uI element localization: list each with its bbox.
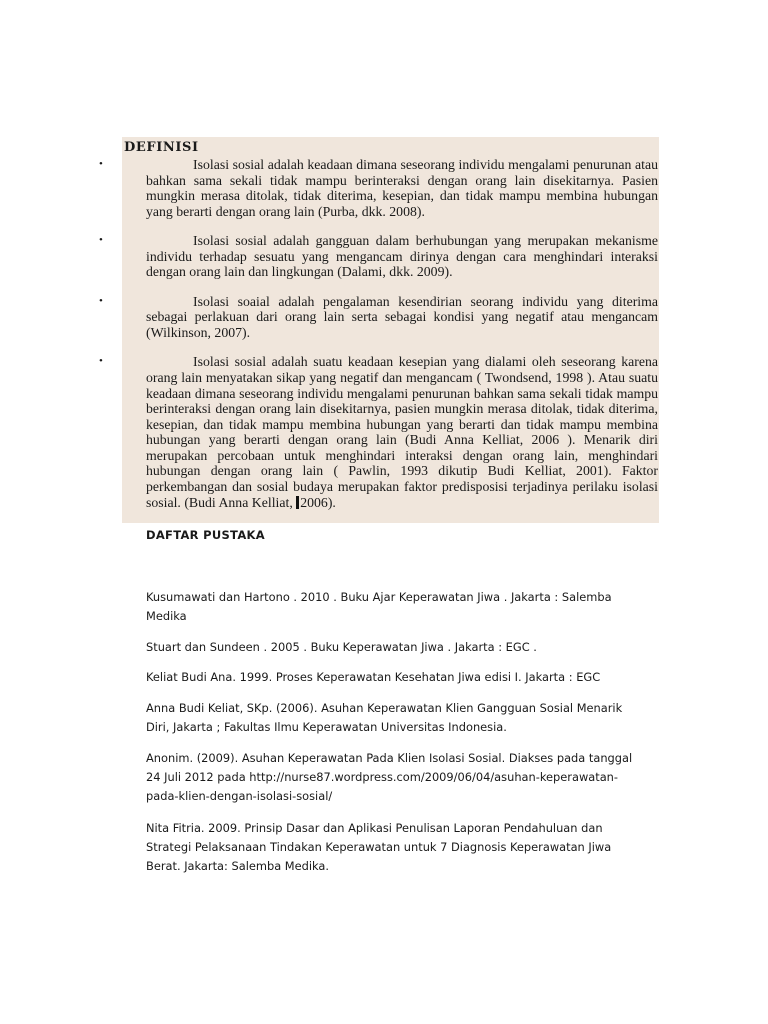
reference-item: Anonim. (2009). Asuhan Keperawatan Pada Klien Isolasi Sosial. Diakses pada tanggal 24 Juli 2012 pada http://nurse87.wordpress.com/2009/06/04/asuhan-keperawatan-pada-klien-dengan-isolasi-sosial/ <box>146 751 633 803</box>
definisi-item <box>99 293 658 341</box>
reference-item: Anna Budi Keliat, SKp. (2006). Asuhan Keperawatan Klien Gangguan Sosial Menarik Diri, Jakarta ; Fakultas Ilmu Keperawatan Universitas Indonesia. <box>146 701 623 734</box>
reference-item: Keliat Budi Ana. 1999. Proses Keperawatan Kesehatan Jiwa edisi I. Jakarta : EGC <box>146 670 601 684</box>
definisi-item-text: Isolasi sosial adalah gangguan dalam berhubungan yang merupakan mekanisme individu terhadap sesuatu yang mengancam dirinya dengan cara menghindari interaksi dengan orang lain dan lingkungan (Dalami, dkk. 2009). <box>146 233 658 280</box>
reference-item: Kusumawati dan Hartono . 2010 . Buku Ajar Keperawatan Jiwa . Jakarta : Salemba Medika <box>146 590 612 623</box>
definisi-item <box>99 233 658 280</box>
definisi-item-tail: 2006). <box>300 494 336 510</box>
text-cursor <box>296 496 299 509</box>
bullet-icon: • <box>99 158 103 170</box>
definisi-item-text: Isolasi sosial adalah keadaan dimana seseorang individu mengalami penurunan atau bahkan sama sekali tidak mampu berinteraksi dengan orang lain disekitarnya. Pasien mungkin merasa ditolak, tidak diterima, kesepian, dan tidak mampu membina hubungan yang berarti dengan orang lain (Purba, dkk. 2008). <box>146 157 658 219</box>
daftar-pustaka-heading: DAFTAR PUSTAKA <box>146 528 265 542</box>
definisi-heading: DEFINISI <box>124 140 199 155</box>
definisi-item-text: Isolasi soaial adalah pengalaman kesendirian seorang individu yang diterima sebagai perlakuan dari orang lain serta sebagai kondisi yang negatif atau mengancam (Wilkinson, 2007). <box>146 293 658 340</box>
bullet-icon: • <box>99 294 103 307</box>
reference-item: Stuart dan Sundeen . 2005 . Buku Keperawatan Jiwa . Jakarta : EGC . <box>146 640 537 654</box>
definisi-item <box>99 354 658 510</box>
bullet-icon: • <box>99 234 103 247</box>
definisi-item-text: Isolasi sosial adalah suatu keadaan kesepian yang dialami oleh seseorang karena orang lain menyatakan sikap yang negatif dan mengancam ( Twondsend, 1998 ). Atau suatu keadaan dimana seseorang individu mengalami penurunan bahkan sama sekali tidak mampu berinteraksi dengan orang lain disekitarnya, pasien mungkin merasa ditolak, tidak diterima, kesepian, dan tidak mampu membina hubungan yang berarti dan tidak mampu membina hubungan yang berarti dengan orang lain (Budi Anna Kelliat, 2006 ). Menarik diri merupakan percobaan untuk menghindari interaksi dengan orang lain, menghindari hubungan dengan orang lain ( Pawlin, 1993 dikutip Budi Kelliat, 2001). Faktor perkembangan dan sosial budaya merupakan faktor predisposisi terjadinya perilaku isolasi sosial. (Budi Anna Kelliat, <box>146 354 658 510</box>
definisi-list <box>99 157 658 510</box>
reference-item: Nita Fitria. 2009. Prinsip Dasar dan Aplikasi Penulisan Laporan Pendahuluan dan Strategi Pelaksanaan Tindakan Keperawatan untuk 7 Diagnosis Keperawatan Jiwa Berat. Jakarta: Salemba Medika. <box>146 821 612 873</box>
bullet-icon: • <box>99 355 103 368</box>
definisi-item <box>99 157 658 219</box>
